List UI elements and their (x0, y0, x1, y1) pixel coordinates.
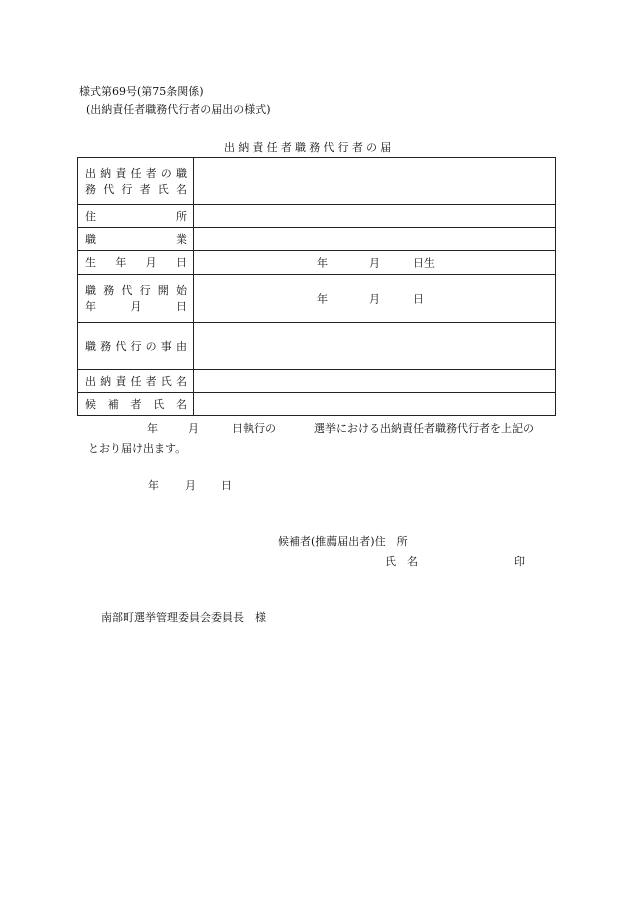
document-title: 出納責任者職務代行者の届 (224, 141, 395, 154)
row-birthdate (78, 251, 556, 275)
row-address (78, 205, 556, 228)
field-candidate-name[interactable] (194, 393, 556, 416)
field-address[interactable] (194, 205, 556, 228)
addressee: 南部町選挙管理委員会委員長 様 (101, 611, 266, 624)
label-treasurer-name: 出 納 責 任 者 氏 名 (78, 370, 194, 393)
statement-day-exec: 日執行の (232, 422, 276, 435)
row-treasurer-name (78, 370, 556, 393)
seal-mark: 印 (514, 555, 525, 568)
field-treasurer-name[interactable] (194, 370, 556, 393)
label-occupation: 職 業 (78, 228, 194, 251)
row-occupation (78, 228, 556, 251)
label-candidate-name: 候 補 者 氏 名 (78, 393, 194, 416)
label-reason: 職 務 代 行 の 事 由 (78, 323, 194, 370)
form-subtitle: (出納責任者職務代行者の届出の様式) (86, 103, 271, 116)
date-month: 月 (185, 479, 196, 492)
field-agent-name[interactable] (194, 158, 556, 205)
label-agent-name: 出 納 責 任 者 の 職 務 代 行 者 氏 名 (78, 158, 194, 205)
row-agent-name (78, 158, 556, 205)
field-start-date[interactable]: 年 月 日 (194, 275, 556, 323)
label-start-date: 職 務 代 行 開 始 年 月 日 (78, 275, 194, 323)
submitter-address-label: 候補者(推薦届出者)住 所 (278, 535, 408, 548)
statement-month: 月 (188, 422, 199, 435)
field-birthdate[interactable]: 年 月 日生 (194, 251, 556, 275)
date-year: 年 (148, 479, 159, 492)
label-address: 住 所 (78, 205, 194, 228)
date-day: 日 (221, 479, 232, 492)
label-birthdate: 生 年 月 日 (78, 251, 194, 275)
statement-year: 年 (147, 422, 158, 435)
row-start-date (78, 275, 556, 323)
row-candidate-name (78, 393, 556, 416)
notification-form-table (77, 157, 556, 416)
statement-election-text: 選挙における出納責任者職務代行者を上記の (314, 422, 534, 435)
submitter-name-label: 氏 名 (385, 555, 418, 568)
row-reason (78, 323, 556, 370)
field-reason[interactable] (194, 323, 556, 370)
form-number: 様式第69号(第75条関係) (79, 85, 204, 98)
statement-line2: とおり届け出ます。 (88, 442, 187, 455)
field-occupation[interactable] (194, 228, 556, 251)
